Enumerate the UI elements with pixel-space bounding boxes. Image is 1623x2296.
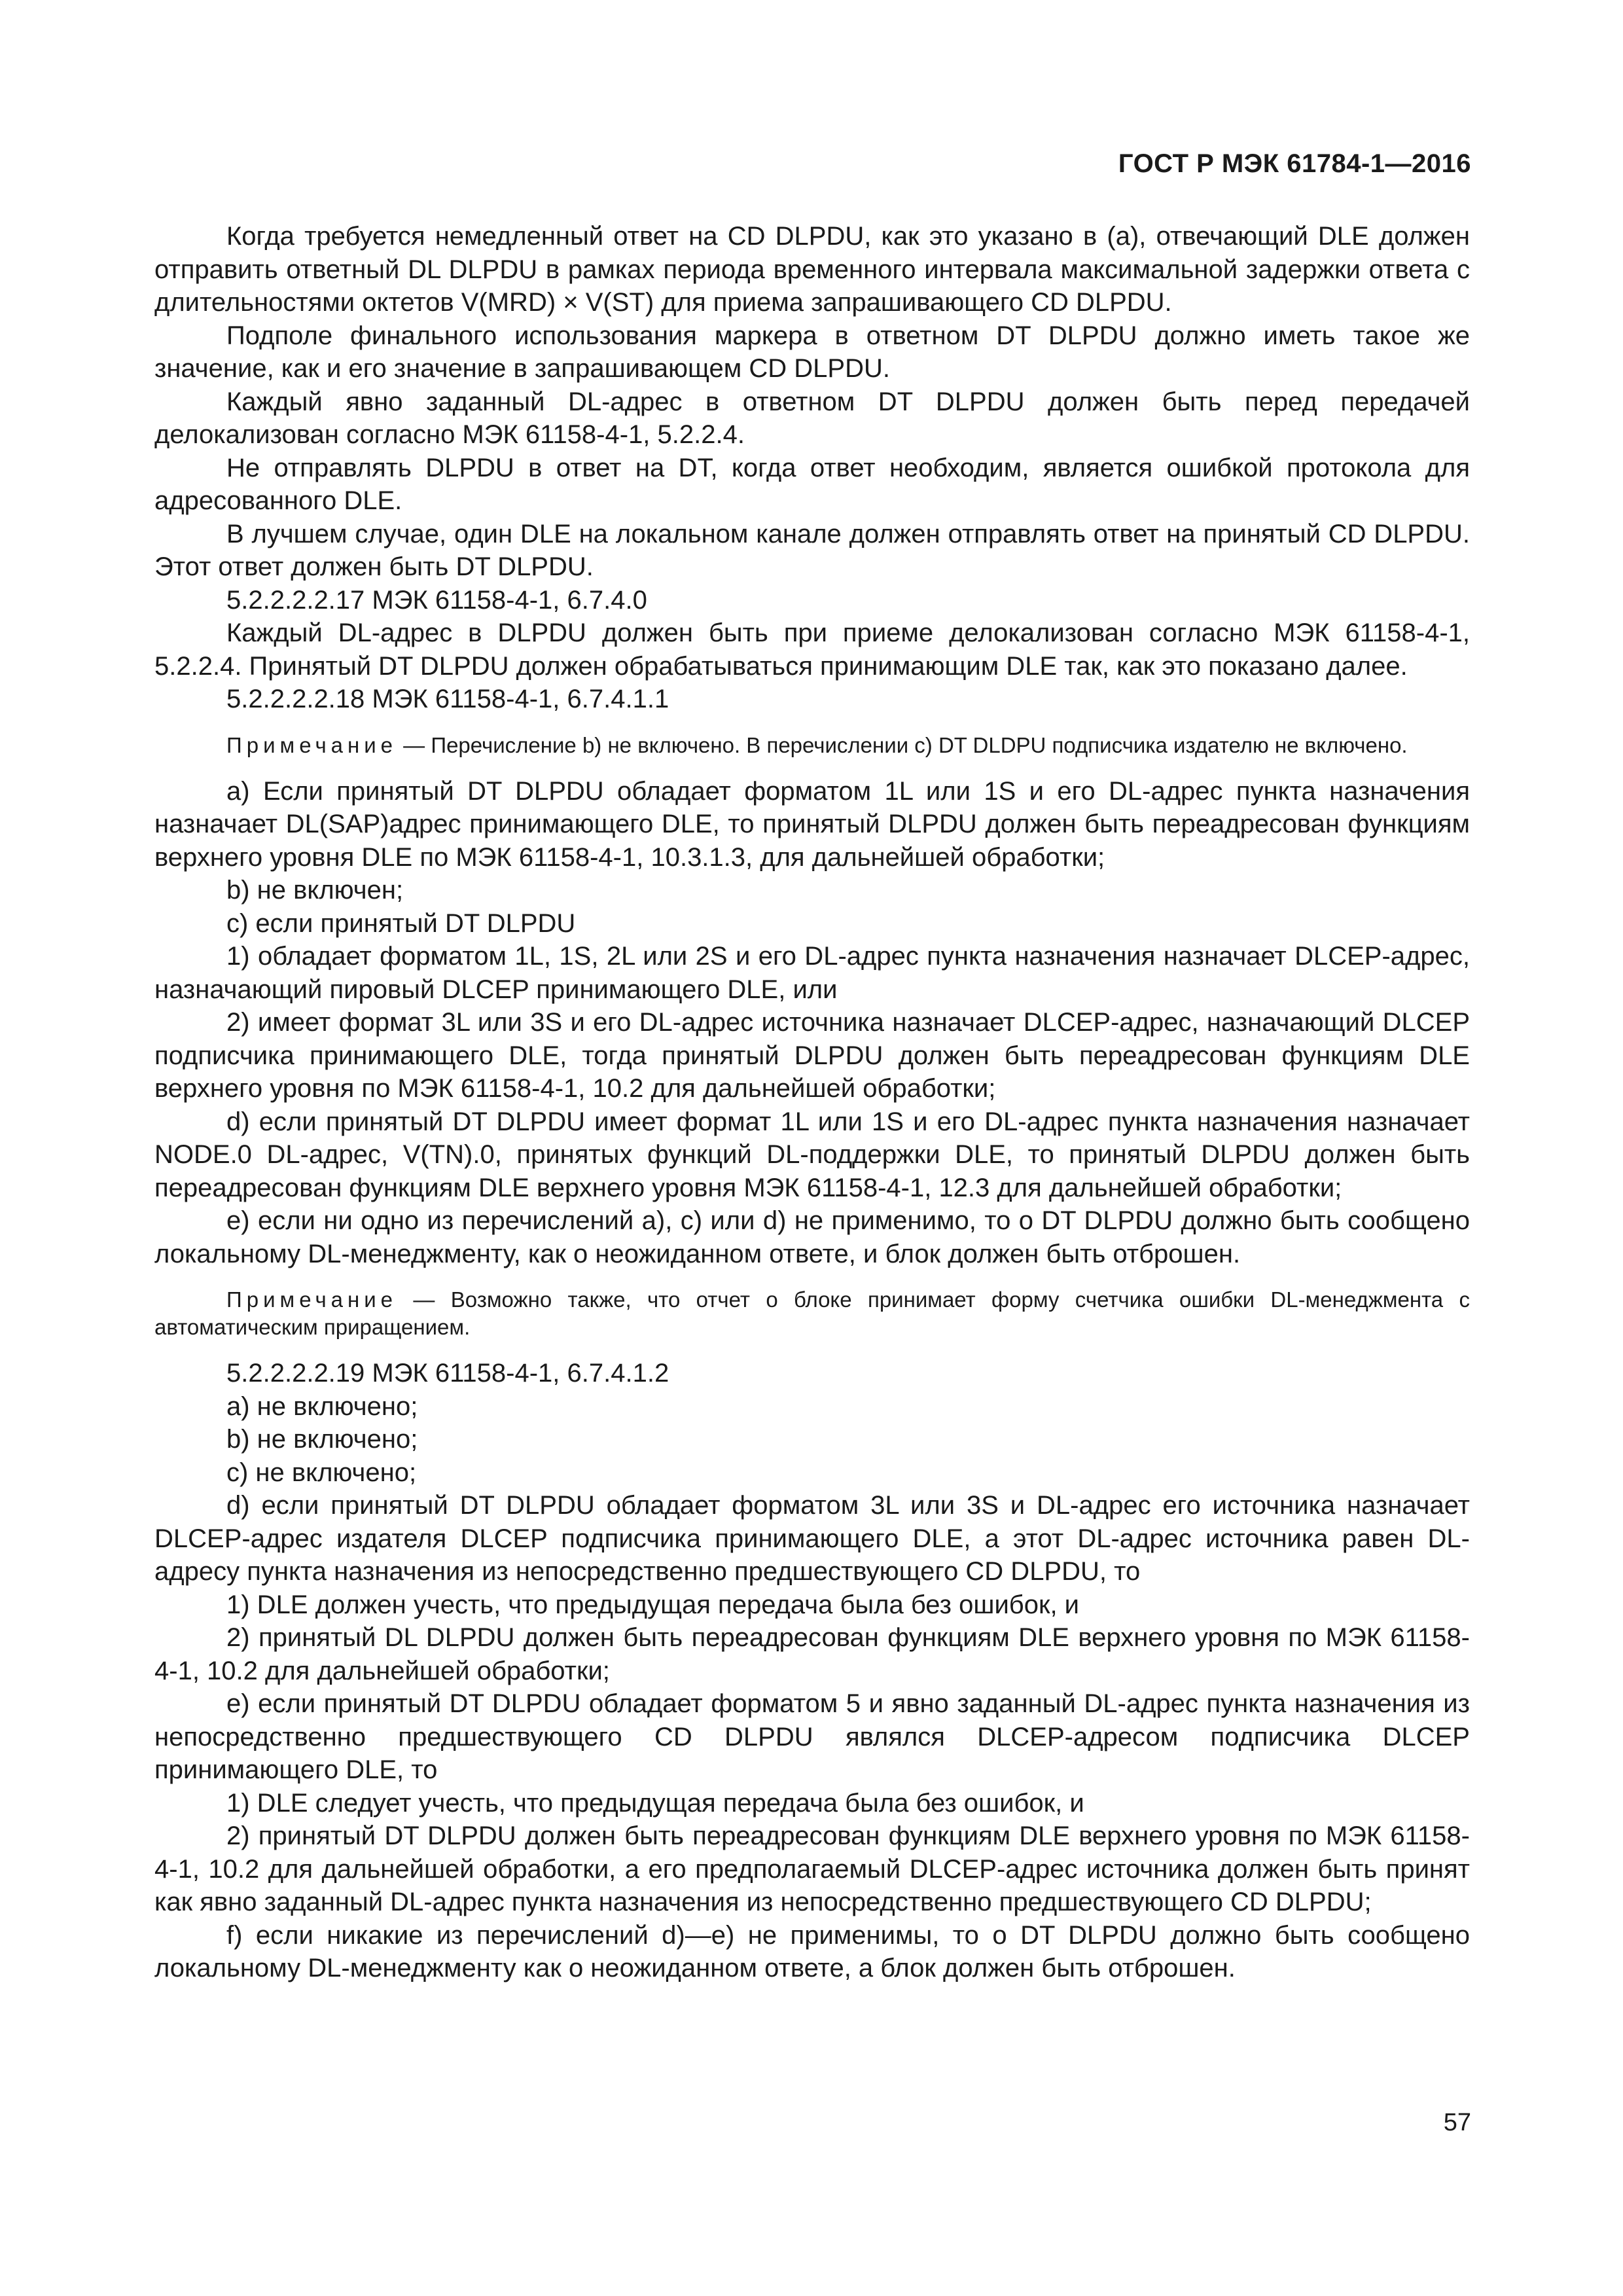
note-label: Примечание <box>226 732 398 757</box>
list-item: c) если принятый DT DLPDU <box>226 908 576 938</box>
list-item: 1) DLE должен учесть, что предыдущая передача была без ошибок, и <box>226 1590 1080 1619</box>
list-item: 2) принятый DT DLPDU должен быть переадресован функциям DLE верхнего уровня по МЭК 61158-4-1, 10.2 для дальнейшей обработки, а его предполагаемый DLCEP-адрес источника должен быть принят как явно заданный DL-адрес пункта назначения из непосредственно предшествующего CD DLPDU; <box>154 1821 1470 1916</box>
list-item: f) если никакие из перечислений d)—e) не применимы, то о DT DLPDU должно быть сообщено локальному DL-менеджменту как о неожиданном ответе, а блок должен быть отброшен. <box>154 1920 1470 1982</box>
note-text: — Перечисление b) не включено. В перечислении c) DT DLDPU подписчика издателю не включено. <box>397 732 1408 757</box>
paragraph: Каждый DL-адрес в DLPDU должен быть при приеме делокализован согласно МЭК 61158-4-1, 5.2.2.4. Принятый DT DLPDU должен обрабатываться принимающим DLE так, как это показано далее. <box>154 619 1470 681</box>
note <box>154 732 1470 759</box>
list-item: 1) DLE следует учесть, что предыдущая передача была без ошибок, и <box>226 1788 1084 1818</box>
clause-heading: 5.2.2.2.2.18 МЭК 61158-4-1, 6.7.4.1.1 <box>226 685 669 713</box>
list-item: d) если принятый DT DLPDU обладает форматом 3L или 3S и DL-адрес его источника назначает DLCEP-адрес издателя DLCEP подписчика принимающего DLE, а этот DL-адрес источника равен DL-адресу пункта назначения из непосредственно предшествующего CD DLPDU, то <box>154 1491 1470 1586</box>
list-item: 2) принятый DL DLPDU должен быть переадресован функциям DLE верхнего уровня по МЭК 61158-4-1, 10.2 для дальнейшей обработки; <box>154 1623 1470 1685</box>
page-body <box>154 220 1470 1985</box>
paragraph: Каждый явно заданный DL-адрес в ответном DT DLPDU должен быть перед передачей делокализован согласно МЭК 61158-4-1, 5.2.2.4. <box>154 387 1470 449</box>
note-text: — Возможно также, что отчет о блоке принимает форму счетчика ошибки DL-менеджмента с автоматическим приращением. <box>154 1287 1470 1339</box>
list-item: 1) обладает форматом 1L, 1S, 2L или 2S и его DL-адрес пункта назначения назначает DLCEP-адрес, назначающий пировый DLCEP принимающего DLE, или <box>154 942 1470 1004</box>
list-item: b) не включено; <box>226 1425 418 1454</box>
list-item: 2) имеет формат 3L или 3S и его DL-адрес источника назначает DLCEP-адрес, назначающий DLCEP подписчика принимающего DLE, тогда принятый DLPDU должен быть переадресован функциям DLE верхнего уровня по МЭК 61158-4-1, 10.2 для дальнейшей обработки; <box>154 1008 1470 1103</box>
list-item: e) если ни одно из перечислений а), с) или d) не применимо, то о DT DLPDU должно быть сообщено локальному DL-менеджменту, как о неожиданном ответе, и блок должен быть отброшен. <box>154 1206 1470 1268</box>
paragraph: Когда требуется немедленный ответ на CD DLPDU, как это указано в (а), отвечающий DLE должен отправить ответный DL DLPDU в рамках периода временного интервала максимальной задержки ответа с длительностями октетов V(MRD) × V(ST) для приема запрашивающего CD DLPDU. <box>154 222 1470 317</box>
clause-heading: 5.2.2.2.2.19 МЭК 61158-4-1, 6.7.4.1.2 <box>226 1359 669 1388</box>
document-header: ГОСТ Р МЭК 61784-1—2016 <box>1118 149 1471 178</box>
list-item: a) не включено; <box>226 1391 418 1421</box>
list-item: а) Если принятый DT DLPDU обладает форматом 1L или 1S и его DL-адрес пункта назначения назначает DL(SAP)адрес принимающего DLE, то принятый DLPDU должен быть переадресован функциям верхнего уровня DLE по МЭК 61158-4-1, 10.3.1.3, для дальнейшей обработки; <box>154 776 1470 872</box>
paragraph: Подполе финального использования маркера в ответном DT DLPDU должно иметь такое же значение, как и его значение в запрашивающем CD DLPDU. <box>154 321 1470 383</box>
page-number: 57 <box>1443 2109 1471 2136</box>
paragraph: Не отправлять DLPDU в ответ на DT, когда ответ необходим, является ошибкой протокола для адресованного DLE. <box>154 453 1470 515</box>
paragraph: В лучшем случае, один DLE на локальном канале должен отправлять ответ на принятый CD DLPDU. Этот ответ должен быть DT DLPDU. <box>154 519 1470 581</box>
list-item: c) не включено; <box>226 1458 417 1487</box>
list-item: d) если принятый DT DLPDU имеет формат 1L или 1S и его DL-адрес пункта назначения назначает NODE.0 DL-адрес, V(TN).0, принятых функций DL-поддержки DLE, то принятый DLPDU должен быть переадресован функциям DLE верхнего уровня МЭК 61158-4-1, 12.3 для дальнейшей обработки; <box>154 1107 1470 1202</box>
list-item: b) не включен; <box>226 876 404 905</box>
clause-heading: 5.2.2.2.2.17 МЭК 61158-4-1, 6.7.4.0 <box>226 585 647 615</box>
note-label: Примечание <box>226 1287 398 1312</box>
note <box>154 1286 1470 1341</box>
list-item: e) если принятый DT DLPDU обладает форматом 5 и явно заданный DL-адрес пункта назначения из непосредственно предшествующего CD DLPDU являлся DLCEP-адресом подписчика DLCEP принимающего DLE, то <box>154 1689 1470 1784</box>
